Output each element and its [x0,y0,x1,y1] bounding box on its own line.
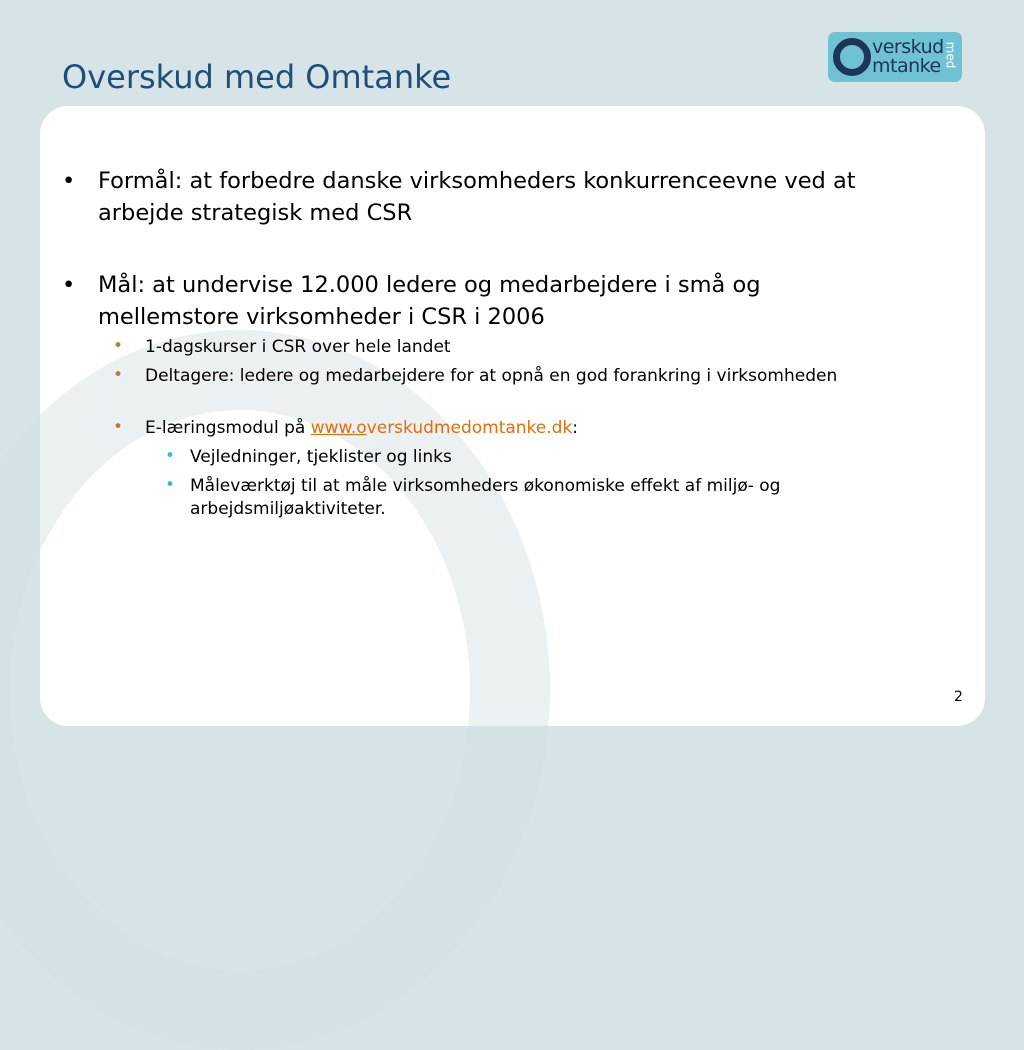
bullet-text: Formål: at forbedre danske virksomheders konkurrenceevne ved at arbejde strategisk med CSR [98,168,856,226]
sub-bullet-item [113,365,865,388]
content-panel [40,106,985,726]
subsub-bullet-item [165,446,890,469]
bullet-item [62,269,898,333]
bullet-dot-icon: • [62,272,76,298]
slide-title: Overskud med Omtanke [62,58,452,96]
logo-o-icon [833,38,871,76]
website-link-part1[interactable]: www.o [310,418,367,438]
subsub-bullet-item [165,475,890,521]
bullet-list [40,106,985,726]
bullet-dot-icon: • [62,168,76,194]
logo-line1: verskud [872,36,944,58]
bullet-item [62,165,898,229]
page-number: 2 [954,689,963,705]
website-link-rest[interactable]: verskudmedomtanke.dk [366,418,573,438]
website-link[interactable] [311,418,367,438]
sub-bullet-item [113,336,865,359]
sub-bullet-dot-icon: • [113,417,124,437]
sub-bullet-dot-icon: • [113,365,124,385]
logo-line2: mtanke [872,55,941,77]
sub-bullet-text: 1-dagskurser i CSR over hele landet [145,337,451,357]
bullet-text: Mål: at undervise 12.000 ledere og medarbejdere i små og mellemstore virksomheder i CSR i 2006 [98,272,761,330]
sub-bullet-prefix: E-læringsmodul på [145,418,311,438]
subsub-bullet-text: Måleværktøj til at måle virksomheders økonomiske effekt af miljø- og arbejdsmiljøaktiviteter. [190,476,781,519]
subsub-bullet-dot-icon: • [165,446,176,466]
sub-bullet-item [113,417,865,440]
sub-bullet-suffix: : [572,418,579,438]
subsub-bullet-dot-icon: • [165,475,176,495]
sub-bullet-dot-icon: • [113,336,124,356]
logo [828,32,962,82]
sub-bullet-text: Deltagere: ledere og medarbejdere for at opnå en god forankring i virksomheden [145,366,838,386]
logo-vertical [945,38,959,76]
subsub-bullet-text: Vejledninger, tjeklister og links [190,447,452,467]
logo-vertical-text: med [943,41,958,69]
